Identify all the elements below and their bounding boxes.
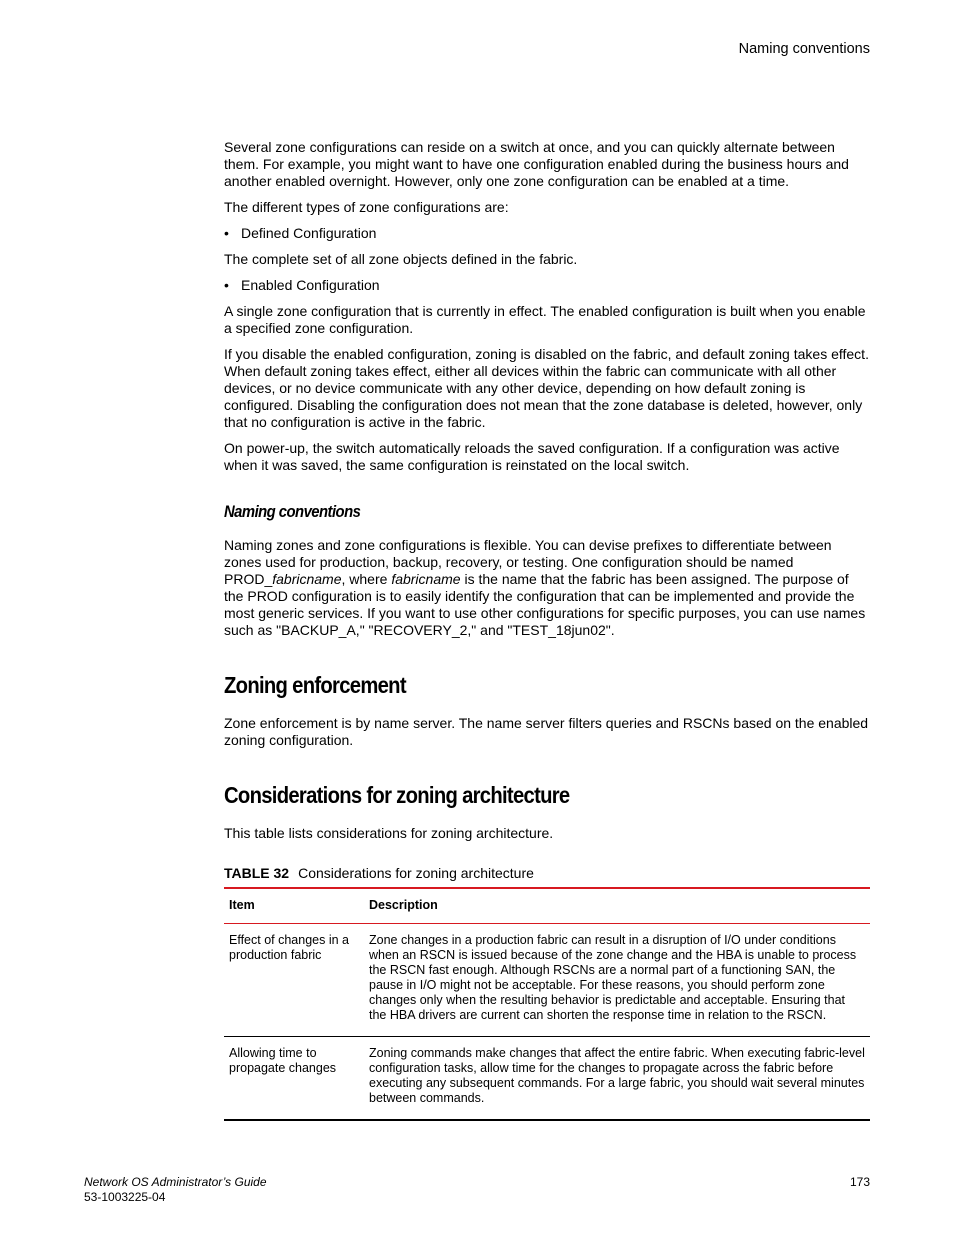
bullet-defined-configuration xyxy=(224,225,870,242)
footer-guide-title: Network OS Administrator’s Guide xyxy=(84,1175,267,1189)
defined-configuration-description: The complete set of all zone objects defined in the fabric. xyxy=(224,251,578,267)
column-header-item: Item xyxy=(224,888,364,924)
table-label: TABLE 32 xyxy=(224,865,290,881)
page-content xyxy=(224,139,870,1121)
enabled-configuration-description: A single zone configuration that is currently in effect. The enabled configuration is built when you enable a specified zone configuration. xyxy=(224,303,866,336)
naming-text-1: Naming zones and zone configurations is flexible. You can devise prefixes to differentiate between zones used for production, backup, recovery, or testing. One configuration should be named PROD_ xyxy=(224,537,832,587)
table-header-row xyxy=(224,888,870,924)
table-caption xyxy=(224,865,870,882)
footer-left xyxy=(84,1175,267,1205)
intro-paragraph-2: The different types of zone configurations are: xyxy=(224,199,509,215)
table-cell-description: Zoning commands make changes that affect the entire fabric. When executing fabric-level configuration tasks, allow time for the changes to propagate across the fabric before executing any subsequent commands. For a large fabric, you should wait several minutes between commands. xyxy=(364,1037,870,1121)
table-cell-description: Zone changes in a production fabric can result in a disruption of I/O under conditions when an RSCN is issued because of the zone change and the HBA is unable to process the RSCN fast enough. Although RSCNs are a normal part of a functioning SAN, the pause in I/O might not be acceptable. For these reasons, you should perform zone changes only when the resulting behavior is predictable and acceptable. Ensuring that the HBA drivers are current can shorten the response time in relation to the RSCN. xyxy=(364,924,870,1037)
bullet-icon: • xyxy=(224,225,229,241)
bullet-label: Enabled Configuration xyxy=(241,277,380,293)
naming-text-2: , where xyxy=(341,571,392,587)
naming-conventions-paragraph xyxy=(224,537,870,639)
table-title: Considerations for zoning architecture xyxy=(298,865,534,881)
running-header: Naming conventions xyxy=(738,41,870,57)
table-row xyxy=(224,924,870,1037)
bullet-icon: • xyxy=(224,277,229,293)
naming-text-3: is the name that the fabric has been assigned. The purpose of the PROD configuration is to easily identify the configuration that can be implemented and provide the most generic services. If you want to use other configurations for specific purposes, you can use names such as "BACKUP_A," "RECOVERY_2," and "TEST_18jun02". xyxy=(224,571,866,638)
column-header-description: Description xyxy=(364,888,870,924)
footer-doc-number: 53-1003225-04 xyxy=(84,1190,166,1204)
intro-paragraph-4: On power-up, the switch automatically reloads the saved configuration. If a configuration was active when it was saved, the same configuration is reinstated on the local switch. xyxy=(224,440,840,473)
considerations-table xyxy=(224,887,870,1121)
intro-paragraph-1: Several zone configurations can reside on a switch at once, and you can quickly alternate between them. For example, you might want to have one configuration enabled during the business hours and another enabled overnight. However, only one zone configuration can be enabled at a time. xyxy=(224,139,849,189)
zoning-enforcement-paragraph: Zone enforcement is by name server. The name server filters queries and RSCNs based on the enabled zoning configuration. xyxy=(224,715,869,748)
naming-em-2: fabricname xyxy=(391,571,461,587)
table-row xyxy=(224,1037,870,1121)
considerations-paragraph: This table lists considerations for zoning architecture. xyxy=(224,825,554,841)
bullet-enabled-configuration xyxy=(224,277,870,294)
intro-paragraph-3: If you disable the enabled configuration, zoning is disabled on the fabric, and default zoning takes effect. When default zoning takes effect, either all devices within the fabric can communicate with all other devices, or no device communicate with any other device, depending on how default zoning is configured. Disabling the configuration does not mean that the zone database is deleted, however, only that no configuration is active in the fabric. xyxy=(224,346,869,430)
considerations-heading: Considerations for zoning architecture xyxy=(224,782,570,808)
table-cell-item: Allowing time to propagate changes xyxy=(224,1037,364,1121)
zoning-enforcement-heading: Zoning enforcement xyxy=(224,672,406,698)
footer-page-number: 173 xyxy=(849,1175,870,1189)
table-cell-item: Effect of changes in a production fabric xyxy=(224,924,364,1037)
naming-em-1: fabricname xyxy=(272,571,342,587)
naming-conventions-heading: Naming conventions xyxy=(224,503,361,521)
bullet-label: Defined Configuration xyxy=(241,225,377,241)
